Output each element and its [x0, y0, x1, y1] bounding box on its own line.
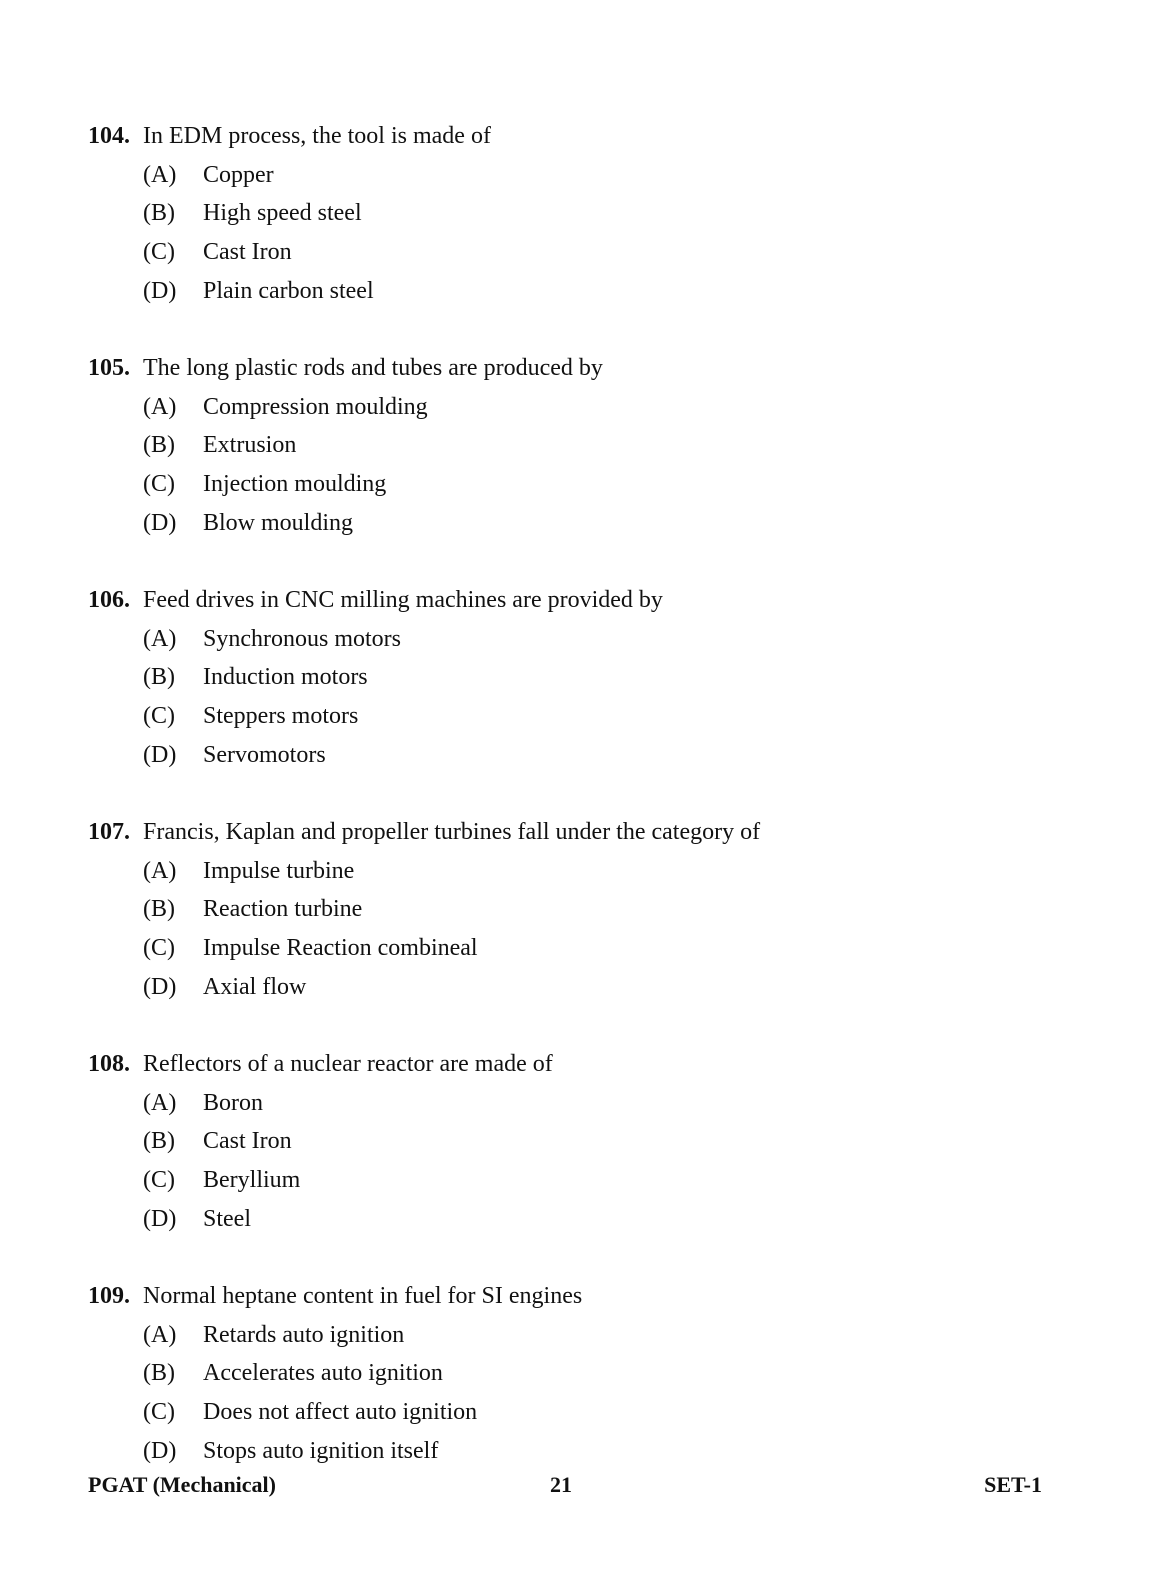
option-c — [88, 933, 1088, 963]
question-104 — [88, 121, 1088, 306]
option-b — [88, 894, 1088, 924]
question-text: Normal heptane content in fuel for SI engines — [143, 1283, 583, 1309]
option-a — [88, 856, 1088, 886]
option-c — [88, 469, 1088, 499]
question-number: 107. — [88, 819, 130, 845]
option-label: (A) — [143, 857, 177, 884]
option-text: Accelerates auto ignition — [203, 1360, 443, 1387]
option-text: Impulse Reaction combineal — [203, 935, 478, 962]
option-label: (B) — [143, 432, 175, 459]
option-text: Steppers motors — [203, 703, 359, 730]
question-number: 105. — [88, 355, 130, 381]
option-c — [88, 1165, 1088, 1195]
option-text: Stops auto ignition itself — [203, 1437, 439, 1464]
option-label: (C) — [143, 703, 175, 730]
question-stem — [88, 585, 1088, 615]
option-label: (B) — [143, 896, 175, 923]
option-a — [88, 1088, 1088, 1118]
question-stem — [88, 817, 1088, 847]
question-stem — [88, 353, 1088, 383]
option-label: (D) — [143, 277, 177, 304]
question-106 — [88, 585, 1088, 770]
option-text: Does not affect auto ignition — [203, 1399, 478, 1426]
question-107 — [88, 817, 1088, 1002]
option-text: Servomotors — [203, 741, 326, 768]
option-text: Injection moulding — [203, 471, 387, 498]
option-text: Axial flow — [203, 973, 307, 1000]
option-label: (C) — [143, 935, 175, 962]
option-label: (B) — [143, 1128, 175, 1155]
option-label: (C) — [143, 471, 175, 498]
option-text: Copper — [203, 161, 274, 188]
option-a — [88, 160, 1088, 190]
footer-page-number: 21 — [550, 1472, 572, 1497]
option-label: (B) — [143, 200, 175, 227]
question-text: Feed drives in CNC milling machines are provided by — [143, 587, 663, 613]
option-c — [88, 237, 1088, 267]
option-d — [88, 972, 1088, 1002]
option-label: (A) — [143, 1089, 177, 1116]
option-d — [88, 508, 1088, 538]
option-d — [88, 740, 1088, 770]
option-label: (D) — [143, 741, 177, 768]
option-text: Cast Iron — [203, 239, 292, 266]
option-d — [88, 1436, 1088, 1466]
option-b — [88, 662, 1088, 692]
option-label: (C) — [143, 239, 175, 266]
option-text: Blow moulding — [203, 509, 354, 536]
option-label: (C) — [143, 1399, 175, 1426]
question-108 — [88, 1049, 1088, 1234]
option-label: (A) — [143, 161, 177, 188]
option-text: Reaction turbine — [203, 896, 363, 923]
question-stem — [88, 1049, 1088, 1079]
option-label: (C) — [143, 1167, 175, 1194]
option-c — [88, 701, 1088, 731]
option-a — [88, 1320, 1088, 1350]
option-text: Extrusion — [203, 432, 297, 459]
option-text: Compression moulding — [203, 393, 428, 420]
option-label: (D) — [143, 509, 177, 536]
option-label: (A) — [143, 1321, 177, 1348]
option-a — [88, 392, 1088, 422]
question-text: In EDM process, the tool is made of — [143, 123, 491, 149]
option-label: (B) — [143, 664, 175, 691]
option-text: Synchronous motors — [203, 625, 401, 652]
option-text: Beryllium — [203, 1167, 301, 1194]
option-text: Boron — [203, 1089, 263, 1116]
option-d — [88, 276, 1088, 306]
option-a — [88, 624, 1088, 654]
question-stem — [88, 1281, 1088, 1311]
question-text: Francis, Kaplan and propeller turbines fall under the category of — [143, 819, 761, 845]
page-footer — [88, 1470, 1042, 1500]
option-text: Cast Iron — [203, 1128, 292, 1155]
option-b — [88, 1126, 1088, 1156]
option-text: Steel — [203, 1205, 251, 1232]
question-number: 109. — [88, 1283, 130, 1309]
option-label: (A) — [143, 393, 177, 420]
question-number: 106. — [88, 587, 130, 613]
footer-set-label: SET-1 — [984, 1472, 1042, 1497]
option-label: (D) — [143, 1205, 177, 1232]
option-text: Retards auto ignition — [203, 1321, 405, 1348]
option-d — [88, 1204, 1088, 1234]
option-text: Plain carbon steel — [203, 277, 374, 304]
question-number: 108. — [88, 1051, 130, 1077]
question-stem — [88, 121, 1088, 151]
option-label: (D) — [143, 1437, 177, 1464]
option-c — [88, 1397, 1088, 1427]
option-label: (D) — [143, 973, 177, 1000]
footer-exam-title: PGAT (Mechanical) — [88, 1472, 276, 1497]
question-text: The long plastic rods and tubes are produced by — [143, 355, 603, 381]
option-text: Induction motors — [203, 664, 368, 691]
option-text: High speed steel — [203, 200, 362, 227]
question-109 — [88, 1281, 1088, 1466]
option-text: Impulse turbine — [203, 857, 355, 884]
option-label: (B) — [143, 1360, 175, 1387]
option-b — [88, 198, 1088, 228]
option-b — [88, 430, 1088, 460]
option-b — [88, 1358, 1088, 1388]
question-number: 104. — [88, 123, 130, 149]
question-text: Reflectors of a nuclear reactor are made of — [143, 1051, 553, 1077]
question-105 — [88, 353, 1088, 538]
option-label: (A) — [143, 625, 177, 652]
